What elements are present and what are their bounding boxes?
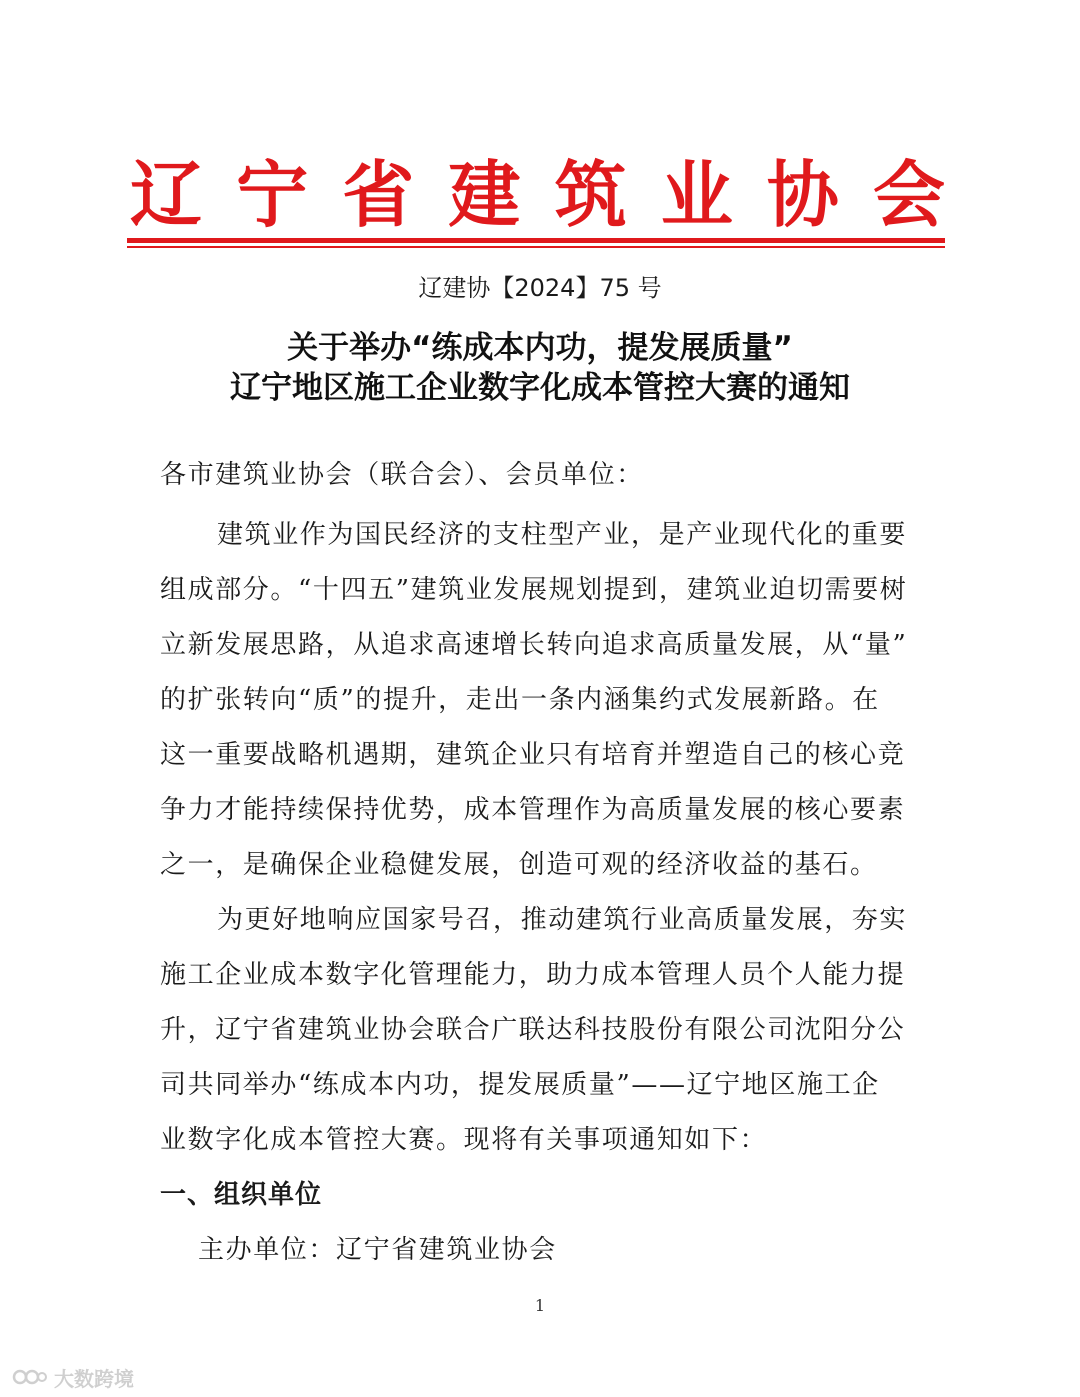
paragraph-2-line: 司共同举办“练成本内功，提发展质量”——辽宁地区施工企 bbox=[160, 1070, 880, 1100]
org-char: 宁 bbox=[236, 152, 309, 237]
watermark-text: 大数跨境 bbox=[54, 1366, 134, 1391]
watermark bbox=[12, 1362, 134, 1392]
paragraph-1-line: 这一重要战略机遇期，建筑企业只有培育并塑造自己的核心竞 bbox=[160, 740, 906, 770]
paragraph-1-line: 组成部分。“十四五”建筑业发展规划提到，建筑业迫切需要树 bbox=[160, 575, 908, 605]
paragraph-2-line: 升，辽宁省建筑业协会联合广联达科技股份有限公司沈阳分公 bbox=[160, 1015, 906, 1045]
letterhead-rule-thick bbox=[127, 238, 945, 243]
paragraph-1-line: 的扩张转向“质”的提升，走出一条内涵集约式发展新路。在 bbox=[160, 685, 880, 715]
org-char: 筑 bbox=[554, 152, 627, 237]
org-char: 协 bbox=[766, 152, 839, 237]
org-char: 省 bbox=[342, 152, 415, 237]
paragraph-1-line: 争力才能持续保持优势，成本管理作为高质量发展的核心要素 bbox=[160, 795, 906, 825]
salutation: 各市建筑业协会（联合会）、会员单位： bbox=[160, 460, 644, 490]
paragraph-1-line: 建筑业作为国民经济的支柱型产业，是产业现代化的重要 bbox=[217, 520, 908, 550]
host-unit-line: 主办单位：辽宁省建筑业协会 bbox=[198, 1235, 557, 1265]
document-number: 辽建协【2024】75 号 bbox=[418, 274, 662, 302]
org-char: 辽 bbox=[130, 152, 203, 237]
org-letterhead bbox=[130, 150, 945, 240]
notice-title-line-2: 辽宁地区施工企业数字化成本管控大赛的通知 bbox=[230, 370, 850, 406]
page-number: 1 bbox=[534, 1296, 546, 1315]
paragraph-2-line: 为更好地响应国家号召，推动建筑行业高质量发展，夯实 bbox=[217, 905, 908, 935]
paragraph-2-line: 施工企业成本数字化管理能力，助力成本管理人员个人能力提 bbox=[160, 960, 906, 990]
org-char: 会 bbox=[872, 152, 945, 237]
org-char: 业 bbox=[660, 152, 733, 237]
notice-title-line-1: 关于举办“练成本内功，提发展质量” bbox=[287, 330, 793, 366]
paragraph-2-line: 业数字化成本管控大赛。现将有关事项通知如下： bbox=[160, 1125, 768, 1155]
watermark-logo-icon bbox=[12, 1366, 48, 1388]
section-heading: 一、组织单位 bbox=[160, 1180, 323, 1210]
org-char: 建 bbox=[448, 152, 521, 237]
paragraph-1-line: 之一，是确保企业稳健发展，创造可观的经济收益的基石。 bbox=[160, 850, 878, 880]
letterhead-rule-thin bbox=[127, 246, 945, 248]
paragraph-1-line: 立新发展思路，从追求高速增长转向追求高质量发展，从“量” bbox=[160, 630, 908, 660]
